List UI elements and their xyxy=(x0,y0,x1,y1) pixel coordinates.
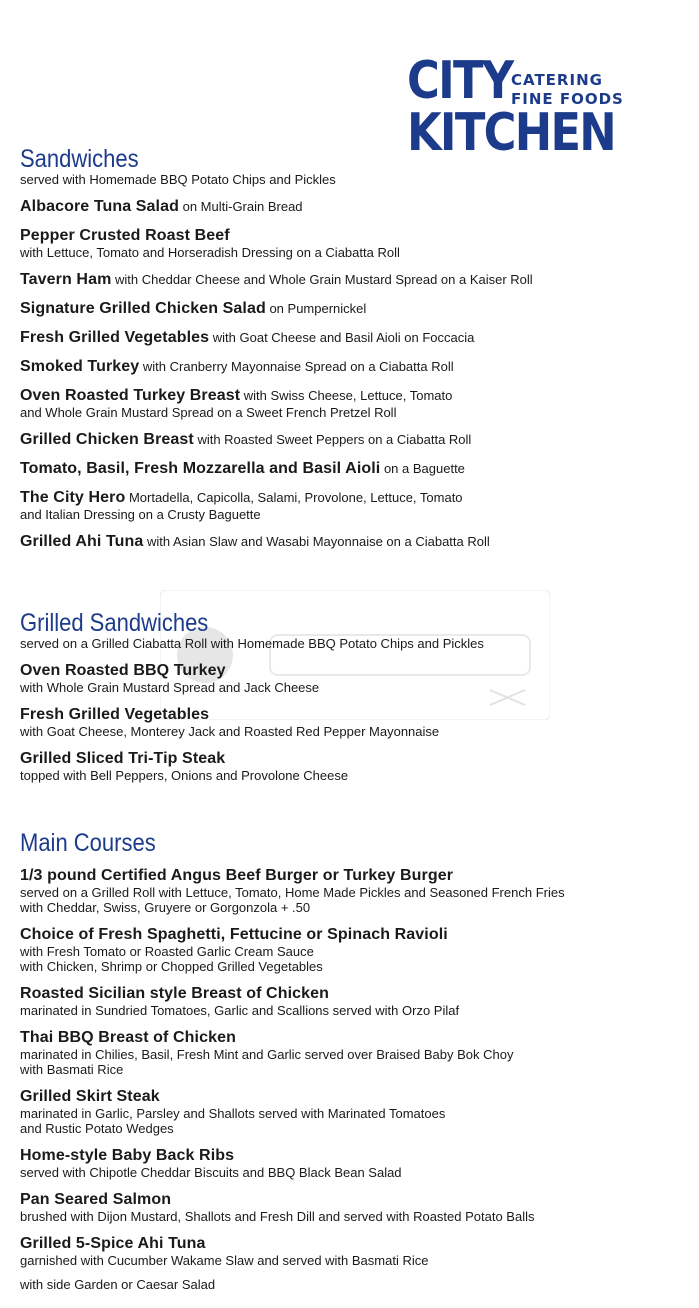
menu-item xyxy=(20,1191,660,1224)
logo-tagline-fine-foods: FINE FOODS xyxy=(511,90,624,108)
section-sandwiches xyxy=(20,146,660,551)
menu-item-inline-desc: on a Baguette xyxy=(380,461,465,476)
menu-item-name: Fresh Grilled Vegetables xyxy=(20,329,210,346)
menu-item-name: 1/3 pound Certified Angus Beef Burger or Turkey Burger xyxy=(20,867,454,884)
menu-item-inline-desc: with Cranberry Mayonnaise Spread on a Ciabatta Roll xyxy=(139,359,454,374)
section-title-sandwiches: Sandwiches xyxy=(20,145,139,173)
menu-item-desc-2: with Basmati Rice xyxy=(20,1062,124,1077)
section-main-courses xyxy=(20,830,660,1292)
section-grilled-sandwiches xyxy=(20,610,660,783)
menu-item-inline-desc: with Cheddar Cheese and Whole Grain Mustard Spread on a Kaiser Roll xyxy=(111,272,533,287)
menu-item-name: Grilled Skirt Steak xyxy=(20,1088,160,1105)
menu-item xyxy=(20,750,660,783)
menu-item-name: Pan Seared Salmon xyxy=(20,1191,172,1208)
menu-item xyxy=(20,271,660,289)
menu-item-name: Pepper Crusted Roast Beef xyxy=(20,227,230,244)
logo-city-text: CITY xyxy=(407,51,513,111)
menu-item xyxy=(20,662,660,695)
menu-item xyxy=(20,1235,660,1268)
menu-footer-note xyxy=(20,1277,660,1292)
menu-item-name: Smoked Turkey xyxy=(20,358,140,375)
menu-item xyxy=(20,198,660,216)
menu-item xyxy=(20,358,660,376)
section-subtitle-sandwiches: served with Homemade BBQ Potato Chips and Pickles xyxy=(20,172,336,187)
menu-item-name: Albacore Tuna Salad xyxy=(20,198,179,215)
menu-item xyxy=(20,867,660,915)
menu-item xyxy=(20,460,660,478)
menu-item-desc: and Italian Dressing on a Crusty Baguette xyxy=(20,507,261,522)
menu-item-name: Grilled Ahi Tuna xyxy=(20,533,144,550)
menu-item-desc: served on a Grilled Roll with Lettuce, Tomato, Home Made Pickles and Seasoned French Fries xyxy=(20,885,565,900)
menu-item xyxy=(20,431,660,449)
section-title-grilled-sandwiches: Grilled Sandwiches xyxy=(20,609,209,637)
menu-item-name: Oven Roasted Turkey Breast xyxy=(20,387,241,404)
menu-item-inline-desc: Mortadella, Capicolla, Salami, Provolone, Lettuce, Tomato xyxy=(125,490,463,505)
menu-item xyxy=(20,533,660,551)
menu-item-desc: garnished with Cucumber Wakame Slaw and served with Basmati Rice xyxy=(20,1253,429,1268)
menu-footer-text: with side Garden or Caesar Salad xyxy=(20,1277,216,1292)
menu-item-name: Signature Grilled Chicken Salad xyxy=(20,300,266,317)
menu-item xyxy=(20,926,660,974)
menu-item-name: Grilled 5-Spice Ahi Tuna xyxy=(20,1235,206,1252)
menu-item-desc: marinated in Chilies, Basil, Fresh Mint and Garlic served over Braised Baby Bok Choy xyxy=(20,1047,514,1062)
menu-item-name: Oven Roasted BBQ Turkey xyxy=(20,662,226,679)
menu-item xyxy=(20,985,660,1018)
menu-item-name: Choice of Fresh Spaghetti, Fettucine or Spinach Ravioli xyxy=(20,926,448,943)
menu-item-desc: with Fresh Tomato or Roasted Garlic Cream Sauce xyxy=(20,944,314,959)
menu-item-desc: marinated in Garlic, Parsley and Shallots served with Marinated Tomatoes xyxy=(20,1106,446,1121)
menu-item xyxy=(20,300,660,318)
menu-item-name: Thai BBQ Breast of Chicken xyxy=(20,1029,236,1046)
menu-item-name: Grilled Chicken Breast xyxy=(20,431,194,448)
menu-item-inline-desc: on Pumpernickel xyxy=(265,301,367,316)
menu-item-name: The City Hero xyxy=(20,489,126,506)
menu-item xyxy=(20,227,660,260)
menu-item-desc: marinated in Sundried Tomatoes, Garlic and Scallions served with Orzo Pilaf xyxy=(20,1003,460,1018)
menu-item-desc: topped with Bell Peppers, Onions and Provolone Cheese xyxy=(20,768,349,783)
menu-item xyxy=(20,706,660,739)
logo-tagline-catering: CATERING xyxy=(511,71,603,89)
menu-item xyxy=(20,387,660,420)
menu-item-desc: brushed with Dijon Mustard, Shallots and Fresh Dill and served with Roasted Potato Balls xyxy=(20,1209,535,1224)
menu-item xyxy=(20,1088,660,1136)
menu-item xyxy=(20,489,660,522)
logo-kitchen-text: KITCHEN xyxy=(407,103,615,163)
menu-item-inline-desc: with Asian Slaw and Wasabi Mayonnaise on a Ciabatta Roll xyxy=(143,534,490,549)
section-subtitle-grilled-sandwiches: served on a Grilled Ciabatta Roll with Homemade BBQ Potato Chips and Pickles xyxy=(20,636,484,651)
menu-item xyxy=(20,329,660,347)
menu-item-inline-desc: with Goat Cheese and Basil Aioli on Foccacia xyxy=(209,330,475,345)
menu-item-name: Home-style Baby Back Ribs xyxy=(20,1147,235,1164)
menu-item-desc: with Whole Grain Mustard Spread and Jack Cheese xyxy=(20,680,320,695)
menu-item-desc-2: and Rustic Potato Wedges xyxy=(20,1121,174,1136)
menu-item-name: Fresh Grilled Vegetables xyxy=(20,706,210,723)
menu-item-inline-desc: on Multi-Grain Bread xyxy=(178,199,303,214)
menu-item-desc: with Goat Cheese, Monterey Jack and Roasted Red Pepper Mayonnaise xyxy=(20,724,440,739)
menu-item-desc: with Lettuce, Tomato and Horseradish Dressing on a Ciabatta Roll xyxy=(20,245,400,260)
menu-item-inline-desc: with Swiss Cheese, Lettuce, Tomato xyxy=(240,388,453,403)
menu-item-name: Tavern Ham xyxy=(20,271,112,288)
menu-item-name: Grilled Sliced Tri-Tip Steak xyxy=(20,750,226,767)
menu-item-desc-2: with Cheddar, Swiss, Gruyere or Gorgonzola + .50 xyxy=(20,900,311,915)
menu-item-name: Roasted Sicilian style Breast of Chicken xyxy=(20,985,329,1002)
menu-item-desc-2: with Chicken, Shrimp or Chopped Grilled Vegetables xyxy=(20,959,323,974)
menu-item-desc: and Whole Grain Mustard Spread on a Sweet French Pretzel Roll xyxy=(20,405,397,420)
menu-item xyxy=(20,1147,660,1180)
menu-item xyxy=(20,1029,660,1077)
menu-item-name: Tomato, Basil, Fresh Mozzarella and Basil Aioli xyxy=(20,460,381,477)
section-title-main-courses: Main Courses xyxy=(20,829,156,857)
menu-item-inline-desc: with Roasted Sweet Peppers on a Ciabatta Roll xyxy=(193,432,472,447)
menu-item-desc: served with Chipotle Cheddar Biscuits and BBQ Black Bean Salad xyxy=(20,1165,402,1180)
